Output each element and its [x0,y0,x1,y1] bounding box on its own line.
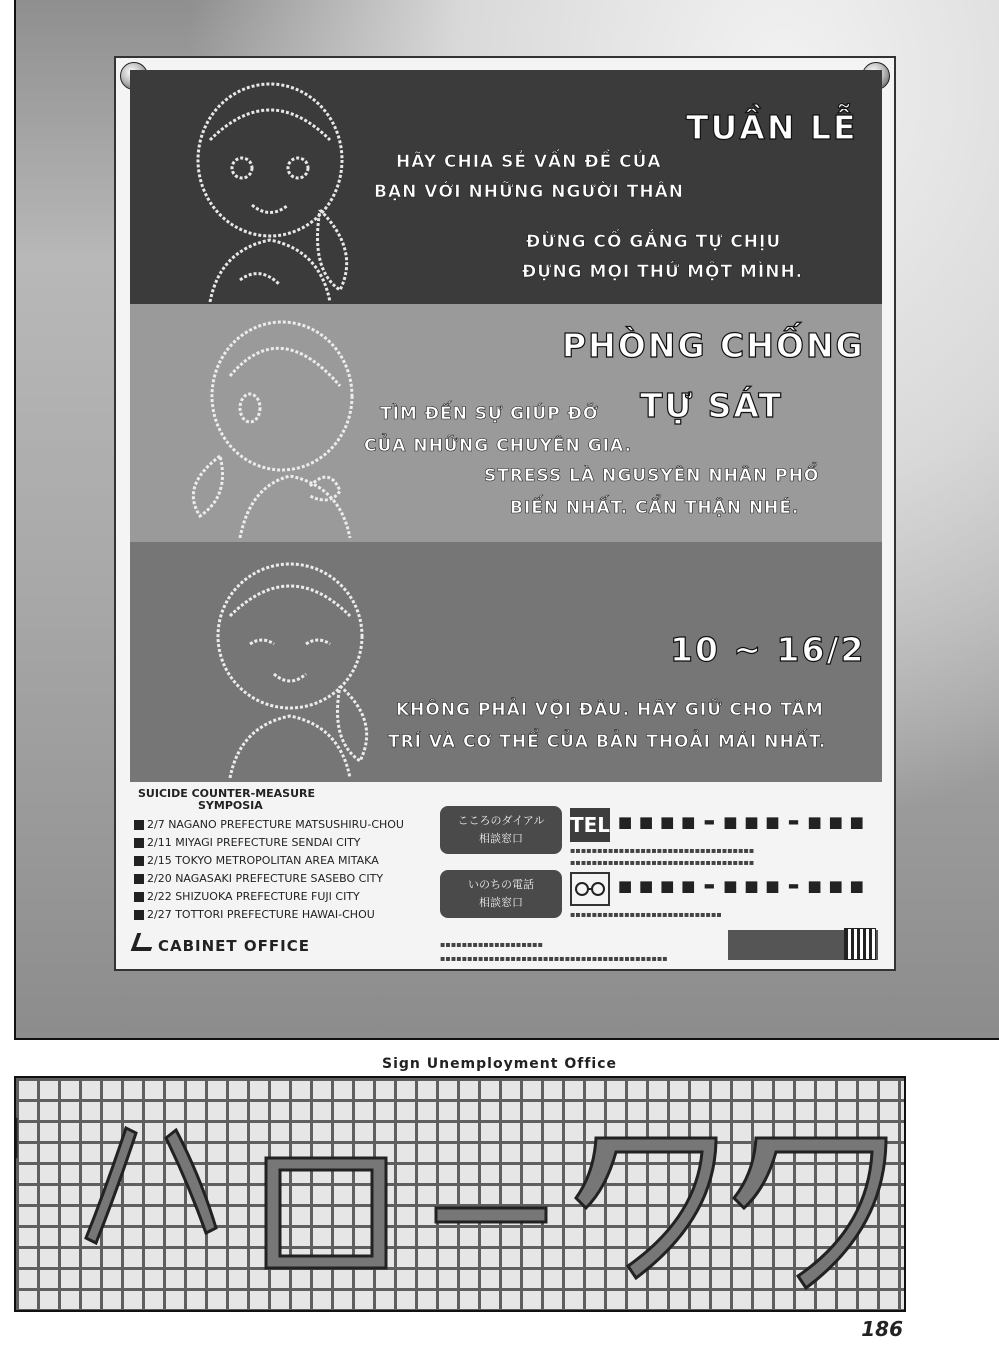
symposia-item: 2/7 NAGANO PREFECTURE MATSUSHIRU-CHOU [134,816,434,834]
symposia-item: 2/20 NAGASAKI PREFECTURE SASEBO CITY [134,870,434,888]
fine-print: ▪▪▪▪▪▪▪▪▪▪▪▪▪▪▪▪▪▪▪▪▪▪▪▪▪▪▪▪ [570,910,722,919]
title-line-2: PHÒNG CHỐNG [562,326,865,365]
symposia-item: 2/15 TOKYO METROPOLITAN AREA MITAKA [134,852,434,870]
symposia-title-1: SUICIDE COUNTER-MEASURE [138,787,316,800]
band1-text-4: ĐỰNG MỌI THỨ MỘT MÌNH. [522,262,804,282]
symposia-item: 2/11 MIYAGI PREFECTURE SENDAI CITY [134,834,434,852]
band3-text-1: KHÔNG PHẢI VỘI ĐÂU. HÃY GIỮ CHO TÂM [396,700,824,720]
symposia-item: 2/27 TOTTORI PREFECTURE HAWAI-CHOU [134,906,434,924]
phone-icon [570,872,610,906]
poster [114,56,896,971]
band1-text-3: ĐỪNG CỐ GẮNG TỰ CHỊU [526,232,782,252]
cabinet-office-logo: CABINET OFFICE [134,933,310,955]
symposia-title-2: SYMPOSIA [198,799,263,812]
tel-badge: TEL [570,808,610,842]
title-line-1: TUẦN LỄ [686,108,858,147]
page-number: 186 [861,1317,903,1341]
dates-label: 10 ~ 16/2 [670,630,866,669]
hotline-box-2: いのちの電話 相談窓口 [440,870,562,918]
fine-print: ▪▪▪▪▪▪▪▪▪▪▪▪▪▪▪▪▪▪▪▪▪▪▪▪▪▪▪▪▪▪▪▪▪▪ [570,846,755,855]
girl-face-icon [170,316,370,538]
band2-text-2: CỦA NHỮNG CHUYÊN GIA. [364,436,632,456]
bottom-panel [14,1076,906,1312]
band2-text-4: BIẾN NHẤT. CẨN THẬN NHÉ. [510,498,800,518]
band3-text-2: TRÍ VÀ CƠ THỂ CỦA BẢN THOẢI MÁI NHẤT. [388,732,827,752]
band1-text-1: HÃY CHIA SẺ VẤN ĐỀ CỦA [396,152,662,172]
symposia-item: 2/22 SHIZUOKA PREFECTURE FUJI CITY [134,888,434,906]
tel-number-2: ▪▪▪▪-▪▪▪-▪▪▪ [616,868,869,903]
symposia-list [134,788,434,924]
top-panel [14,0,999,1040]
girl-face-icon [190,556,390,778]
poster-band-3 [130,542,882,782]
hello-work-sign-icon [16,1078,904,1310]
fine-print: ▪▪▪▪▪▪▪▪▪▪▪▪▪▪▪▪▪▪▪ [440,940,544,949]
band2-text-1: TÌM ĐẾN SỰ GIÚP ĐỠ [380,404,599,424]
hotline-box-1: こころのダイアル 相談窓口 [440,806,562,854]
fine-print: ▪▪▪▪▪▪▪▪▪▪▪▪▪▪▪▪▪▪▪▪▪▪▪▪▪▪▪▪▪▪▪▪▪▪▪▪▪▪▪▪▪▪ [440,954,668,963]
fine-print: ▪▪▪▪▪▪▪▪▪▪▪▪▪▪▪▪▪▪▪▪▪▪▪▪▪▪▪▪▪▪▪▪▪▪ [570,858,755,867]
title-line-3: TỰ SÁT [640,386,783,425]
qr-code-icon [844,928,876,960]
poster-band-1 [130,70,882,304]
girl-face-icon [170,80,370,302]
panel-caption: Sign Unemployment Office [381,1056,618,1072]
tel-number-1: ▪▪▪▪-▪▪▪-▪▪▪ [616,804,869,839]
band1-text-2: BẠN VỚI NHỮNG NGƯỜI THÂN [374,182,684,202]
poster-band-2 [130,304,882,542]
band2-text-3: STRESS LÀ NGUSYÊN NHÂN PHỔ [484,466,820,486]
